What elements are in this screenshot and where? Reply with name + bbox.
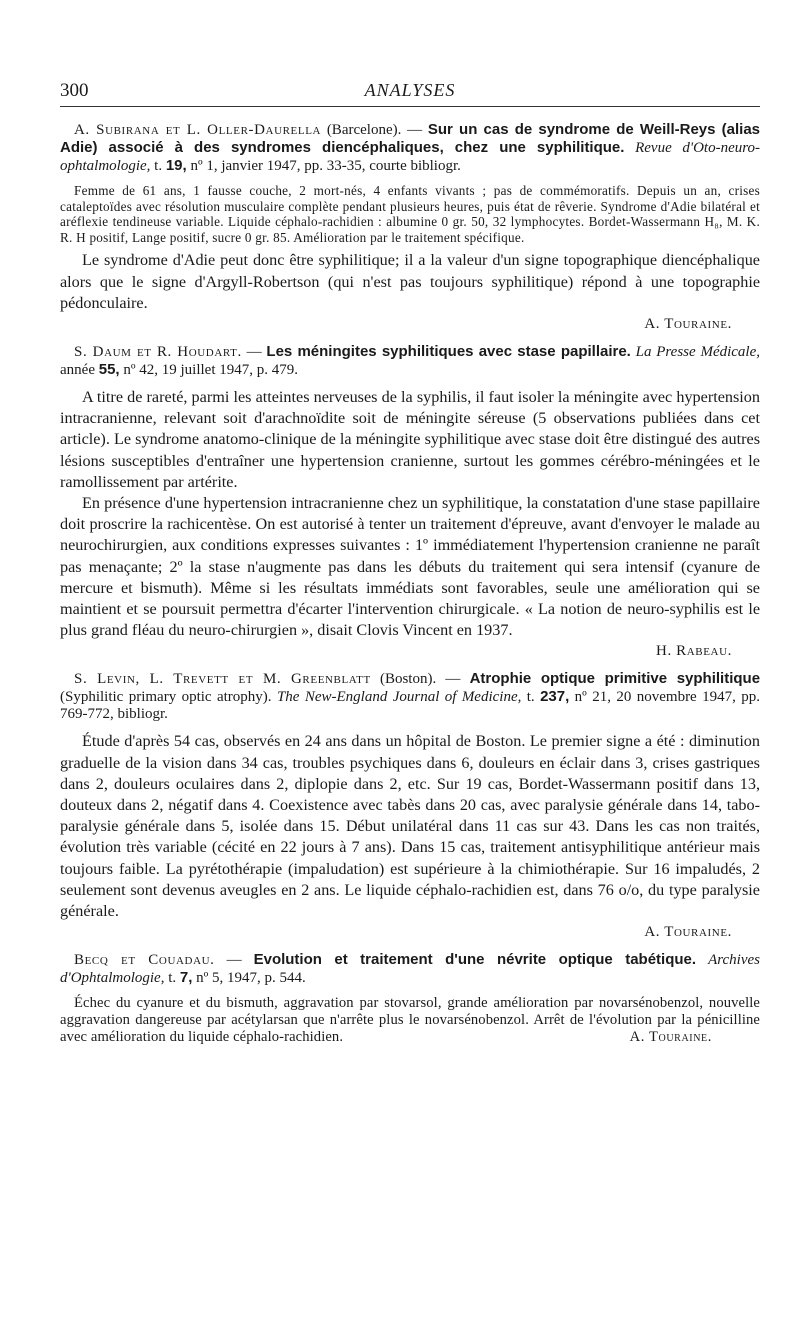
article-1 [60,121,760,333]
summary-text: Échec du cyanure et du bismuth, aggravation par stovarsol, grande amélioration par novarsénobenzol, nouvelle aggravation dangereuse par acétylarsan que n'arrête plus le novarsénobenzol. Arrêt de l'évolution par la pénicilline avec amélioration du liquide céphalo-rachidien. [60,995,760,1046]
article-paragraph: En présence d'une hypertension intracranienne chez un syphilitique, la constatation d'une stase papillaire doit proscrire la rachicentèse. On est autorisé à tenter un traitement d'épreuve, avant d'envoyer le malade au neurochirurgien, aux conditions expresses suivantes : 1º immédiatement l'hypertension cranienne ne paraît pas menaçante; 2º la stase n'augmente pas dans les débuts du traitement qui sera intensif (cyanure de mercure et bismuth). Même si les résultats immédiats sont favorables, seule une amélioration qui se maintient et se poursuit permettra d'écarter l'intervention chirurgicale. « La notion de neuro-syphilis est le plus grand fléau du neuro-chirurgien », disait Clovis Vincent en 1937. [60,494,760,640]
article-signature: A. Touraine. [629,1029,712,1046]
article-volume-prefix: année [60,361,95,378]
article-details: nº 42, 19 juillet 1947, p. 479. [123,361,298,378]
article-paragraph: Étude d'après 54 cas, observés en 24 ans dans un hôpital de Boston. Le premier signe a été : diminution graduelle de la vision dans 34 cas, troubles psychiques dans 6, douleurs en éclair dans 3, crises gastriques dans 2, douleurs oculaires dans 2, diplopie dans 2, etc. Sur 19 cas, Bordet-Wassermann positif dans 13, douteux dans 2, négatif dans 4. Coexistence avec tabès dans 20 cas, avec paralysie générale dans 14, tabo-paralysie générale dans 5, isolée dans 15. Début unilatéral dans 11 cas sur 43. Dans les cas non traités, évolution très variable (cécité en 22 jours à 7 ans). Dans 15 cas, traitement antisyphilitique antérieur mais toujours faible. La pyrétothérapie (impaludation) est supérieure à la chimiothérapie. Sur 16 impaludés, 2 seulement sont devenus aveugles en 2 ans. Le liquide céphalo-rachidien est, dans 76 o/o, du type paralysie générale. [60,732,760,921]
article-2 [60,343,760,660]
article-title-extra: (Syphilitic primary optic atrophy). [60,689,272,706]
article-summary [60,995,760,1046]
article-affiliation: — [246,343,262,360]
article-journal: The New-England Journal of Medicine, [276,689,522,706]
article-volume-prefix: t. [154,158,163,174]
article-volume: 55, [98,360,120,378]
article-title: Evolution et traitement d'une névrite optique tabétique. [253,951,697,969]
article-volume-prefix: t. [168,970,177,987]
article-paragraph: Le syndrome d'Adie peut donc être syphilitique; il a la valeur d'un signe topographique diencéphalique alors que le signe d'Argyll-Robertson (qui n'est pas toujours syphilitique) répond à une topographie pédonculaire. [60,251,760,312]
article-authors: S. Daum et R. Houdart. [74,343,242,360]
article-title: Les méningites syphilitiques avec stase papillaire. [266,342,631,360]
article-authors: Becq et Couadau. [74,952,215,969]
article-details: nº 21, 20 novembre 1947, pp. 769-772, bibliogr. [60,689,760,723]
article-volume-prefix: t. [526,689,535,706]
article-authors: A. Subirana et L. Oller-Daurella [74,122,322,138]
article-signature [60,643,732,660]
article-title: Sur un cas de syndrome de Weill-Reys (alias Adie) associé à des syndromes diencéphaliques, chez une syphilitique. [60,121,761,156]
signature-text: H. Rabeau. [656,643,732,660]
article-summary: Femme de 61 ans, 1 fausse couche, 2 mort-nés, 4 enfants vivants ; pas de commémoratifs. Depuis un an, crises cataleptoïdes avec résolution musculaire complète pendant plusieurs heures, puis état de rêverie. Syndrome d'Adie bilatéral et aréflexie tendineuse variable. Liquide céphalo-rachidien : albumine 0 gr. 50, 32 lymphocytes. Bordet-Wassermann H₈, M. K. R. H positif, Lange positif, sucre 0 gr. 85. Amélioration par le traitement spécifique. [60,183,760,245]
article-authors: S. Levin, L. Trevett et M. Greenblatt [74,671,371,688]
page-header [60,72,760,107]
running-title: ANALYSES [364,80,456,100]
article-journal: Revue d'Oto-neuro-ophtalmologie, [60,140,761,174]
article-paragraph: A titre de rareté, parmi les atteintes nerveuses de la syphilis, il faut isoler la méningite avec hypertension intracranienne, relevant soit d'arachnoïdite soit de méningite séreuse (5 observations publiées dans cet article). Le syndrome anatomo-clinique de la méningite syphilitique avec stase doit être distingué des autres lésions susceptibles d'entraîner une hypertension cranienne, surtout les gommes cérébro-méningées et le ramollissement par artérite. [60,387,760,491]
article-4 [60,951,760,1046]
article-reference [60,951,760,987]
article-signature [60,924,732,941]
article-affiliation: (Barcelone). — [326,122,423,138]
article-affiliation: — [226,952,242,969]
article-volume: 19, [165,157,187,174]
article-details: nº 5, 1947, p. 544. [196,970,306,987]
article-affiliation: (Boston). — [379,671,461,688]
article-volume: 7, [179,969,193,987]
signature-text: A. Touraine. [644,924,732,941]
page [60,72,760,1046]
article-signature [60,316,732,333]
article-journal: La Presse Médicale, [635,343,761,360]
article-journal: Archives d'Ophtalmologie, [60,952,760,987]
signature-text: A. Touraine. [644,315,732,332]
article-title: Atrophie optique primitive syphilitique [469,670,761,688]
article-reference [60,121,760,175]
article-details: nº 1, janvier 1947, pp. 33-35, courte bibliogr. [190,158,461,174]
article-reference [60,670,760,723]
article-volume: 237, [540,688,570,706]
page-number: 300 [60,80,89,101]
article-3 [60,670,760,941]
article-reference [60,343,760,379]
